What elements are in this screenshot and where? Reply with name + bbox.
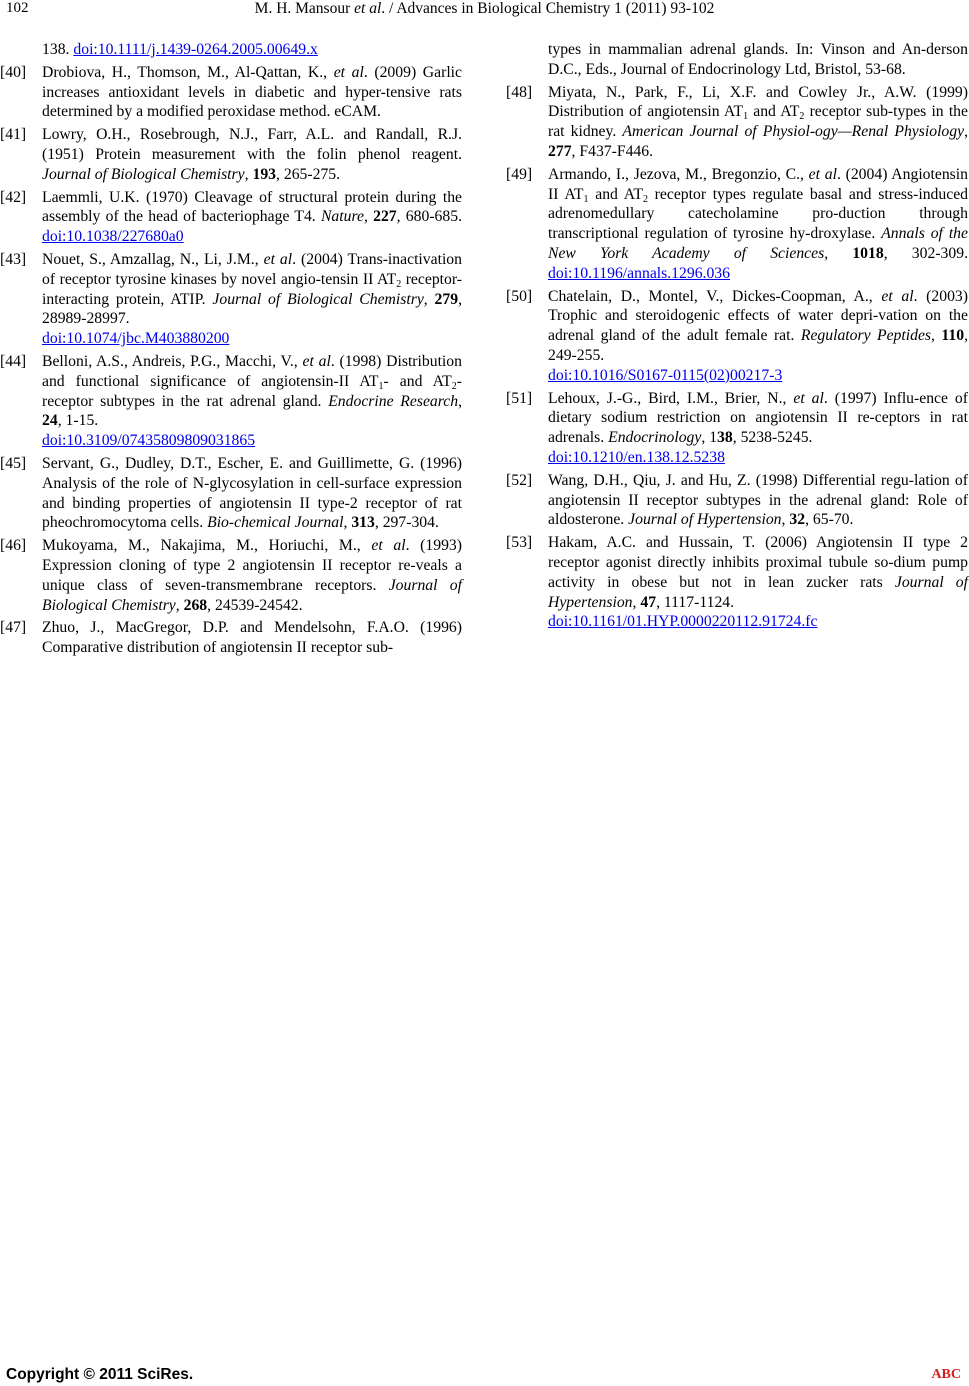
reference-text: and AT [588, 185, 643, 203]
reference-text: 138. [42, 41, 74, 58]
reference-pages: , 1-15. [57, 412, 99, 430]
reference-39-continued [42, 40, 462, 60]
reference-separator: , [423, 290, 435, 308]
reference-journal: Journal of Hypertension [548, 573, 968, 611]
reference-volume: 313 [351, 514, 375, 532]
page-number: 102 [6, 0, 29, 16]
reference-separator: , [931, 327, 942, 345]
reference-volume: 193 [252, 165, 276, 183]
doi-link[interactable]: doi:10.1161/01.HYP.0000220112.91724.fc [548, 613, 818, 631]
reference-text: Miyata, N., Park, F., Li, X.F. and Cowley Jr., A.W. (1999) Distribution of angiotensin AT [548, 83, 968, 121]
running-title-etal: et al [354, 0, 382, 17]
copyright-notice: Copyright © 2011 SciRes. [6, 1366, 194, 1383]
reference-volume: 47 [640, 593, 657, 611]
reference-number: [43] [0, 250, 27, 268]
reference-volume: 279 [434, 290, 459, 308]
reference-text: receptor types regulate basal and stress-induced adrenomedullary catecholamine pro-duction through transcriptional regulation of tyrosine hy-droxylase. [548, 185, 968, 243]
reference-52 [506, 471, 968, 530]
reference-number: [46] [0, 537, 27, 555]
reference-42 [0, 188, 463, 247]
reference-text: - and AT [383, 372, 452, 390]
reference-separator: , [632, 593, 641, 611]
doi-link[interactable]: doi:10.1038/227680a0 [42, 228, 184, 246]
reference-46 [0, 536, 462, 615]
reference-text: Hakam, A.C. and Hussain, T. (2006) Angiotensin II type 2 receptor agonist directly inhibits proximal tubule so-dium pump activity in obese but not in lean zucker rats [548, 534, 968, 591]
reference-pages: , F437-F446. [571, 142, 654, 160]
reference-pages: , 297-304. [374, 514, 439, 532]
reference-etal: et al [793, 389, 824, 407]
reference-51 [506, 389, 968, 468]
reference-text: receptor-interacting protein, ATIP. [42, 270, 463, 308]
reference-authors: Lehoux, J.-G., Bird, I.M., Brier, N., [548, 389, 794, 407]
reference-pages: , 28989-28997. [42, 290, 462, 328]
reference-pages: , 24539-24542. [207, 596, 303, 614]
reference-40 [0, 63, 462, 122]
reference-text: . (2004) Angiotensin II AT [548, 165, 968, 203]
reference-separator: , 1 [701, 429, 718, 447]
reference-separator: , [781, 511, 790, 529]
reference-41 [0, 125, 462, 184]
reference-journal: Bio-chemical Journal [207, 514, 344, 532]
reference-volume: 268 [183, 596, 208, 614]
reference-etal: et al [263, 250, 293, 268]
reference-number: [50] [506, 287, 533, 305]
reference-text: types in mammalian adrenal glands. In: Vinson and An-derson D.C., Eds., Journal of Endocrinology Ltd, Bristol, 53-68. [548, 41, 968, 78]
reference-text: . (2003) Trophic and steroidogenic effects of water depri-vation on the adrenal gland of the adult female rat. [548, 287, 968, 345]
reference-volume: 277 [548, 142, 572, 160]
reference-number: [52] [506, 471, 533, 489]
reference-journal: Nature [320, 208, 364, 226]
subscript: 2 [396, 278, 402, 290]
reference-separator: , [244, 165, 253, 183]
reference-45 [0, 454, 462, 533]
reference-pages: , 1117-1124. [656, 593, 735, 611]
reference-number: [42] [0, 188, 27, 206]
reference-53 [506, 533, 968, 632]
reference-authors: Chatelain, D., Montel, V., Dickes-Coopman, A., [548, 287, 882, 305]
doi-link[interactable]: doi:10.1016/S0167-0115(02)00217-3 [548, 366, 783, 384]
reference-text: . (1998) Distribution and functional significance of angiotensin-II AT [42, 352, 462, 390]
reference-text: . (2009) Garlic increases antioxidant levels in diabetic and hyper-tensive rats determined by a modified peroxidase method. eCAM. [42, 63, 462, 121]
reference-text: receptor sub-types in the rat kidney. [548, 103, 968, 141]
reference-pages: , 265-275. [276, 165, 341, 183]
reference-etal: et al [808, 165, 837, 183]
reference-50 [506, 287, 968, 386]
reference-number: [49] [506, 165, 533, 183]
page-header [0, 0, 969, 22]
left-column [0, 40, 463, 661]
reference-number: [41] [0, 126, 27, 144]
reference-44 [0, 352, 462, 451]
reference-43 [0, 250, 463, 349]
reference-number: [48] [506, 83, 533, 101]
doi-link[interactable]: doi:10.1196/annals.1296.036 [548, 264, 730, 282]
reference-authors: Belloni, A.S., Andreis, P.G., Macchi, V., [42, 352, 303, 370]
reference-separator: , [964, 123, 968, 141]
reference-48 [506, 83, 968, 162]
reference-pages: , 65-70. [805, 511, 854, 529]
reference-volume: 227 [373, 208, 397, 226]
right-column [506, 40, 968, 635]
reference-47-continued [548, 40, 968, 80]
reference-49 [506, 165, 968, 284]
reference-journal: Annals of the New York Academy of Sciences [548, 225, 968, 262]
reference-text: . (2004) Trans-inactivation of receptor tyrosine kinases by novel angio-tensin II AT [42, 250, 462, 288]
reference-pages: , 5238-5245. [732, 429, 813, 447]
reference-number: [51] [506, 389, 533, 407]
doi-link[interactable]: doi:10.1210/en.138.12.5238 [548, 448, 725, 466]
subscript: 2 [799, 111, 805, 123]
reference-journal: Journal of Biological Chemistry [42, 576, 462, 614]
reference-number: [40] [0, 63, 27, 81]
reference-volume: 32 [789, 511, 806, 529]
running-title [0, 0, 969, 18]
reference-authors: Mukoyama, M., Nakajima, M., Horiuchi, M., [42, 537, 372, 555]
reference-text: Lowry, O.H., Rosebrough, N.J., Farr, A.L. and Randall, R.J. (1951) Protein measurement with the folin phenol reagent. [42, 126, 462, 163]
reference-separator: , [458, 392, 462, 410]
reference-number: [45] [0, 454, 27, 472]
reference-separator: , [363, 208, 374, 226]
doi-link[interactable]: doi:10.1074/jbc.M403880200 [42, 330, 230, 348]
reference-47 [0, 618, 462, 658]
reference-number: [47] [0, 619, 27, 637]
reference-volume: 24 [42, 412, 58, 430]
reference-etal: et al [333, 63, 364, 81]
reference-pages: , 249-255. [548, 327, 968, 364]
reference-pages: , 680-685. [396, 208, 463, 226]
reference-text: and AT [748, 103, 800, 121]
reference-volume: 38 [717, 429, 733, 447]
reference-authors: Drobiova, H., Thomson, M., Al-Qattan, K., [42, 63, 334, 81]
reference-journal: Journal of Hypertension [628, 511, 782, 529]
reference-text: . (1997) Influ-ence of dietary sodium restriction on angiotensin II re-ceptors in rat adrenals. [548, 389, 968, 447]
reference-journal: Journal of Biological Chemistry [42, 165, 245, 183]
reference-number: [53] [506, 534, 533, 552]
reference-pages: , 302-309. [883, 244, 968, 262]
reference-journal: Regulatory Peptides [800, 327, 932, 345]
reference-text: Zhuo, J., MacGregor, D.P. and Mendelsohn, F.A.O. (1996) Comparative distribution of angiotensin II receptor sub- [42, 619, 462, 657]
reference-authors: Armando, I., Jezova, M., Bregonzio, C., [548, 165, 809, 183]
reference-etal: et al [371, 537, 406, 555]
subscript: 2 [642, 193, 648, 205]
reference-journal: Endocrinology [608, 429, 702, 447]
reference-text: Servant, G., Dudley, D.T., Escher, E. and Guillimette, G. (1996) Analysis of the role of N-glycosylation in cell-surface expression and binding properties of angiotensin II type-2 receptor of rat pheochromocytoma cells. [42, 454, 462, 532]
reference-etal: et al [302, 352, 331, 370]
reference-text: -receptor subtypes in the rat adrenal gland. [42, 372, 462, 410]
reference-number: [44] [0, 352, 27, 370]
reference-volume: 110 [941, 327, 965, 345]
journal-logo: ABC [931, 1367, 961, 1382]
subscript: 2 [451, 380, 457, 392]
doi-link[interactable]: doi:10.3109/07435809809031865 [42, 432, 256, 450]
reference-journal: American Journal of Physiol-ogy—Renal Physiology [622, 123, 965, 141]
reference-separator: , [824, 244, 853, 262]
reference-separator: , [343, 514, 352, 532]
reference-volume: 1018 [852, 244, 884, 262]
reference-separator: , [175, 596, 184, 614]
reference-text: . (1993) Expression cloning of type 2 angiotensin II receptor re-veals a unique class of seven-transmembrane receptors. [42, 537, 462, 594]
reference-journal: Journal of Biological Chemistry [212, 290, 424, 308]
running-title-journal: . / Advances in Biological Chemistry 1 (2011) 93-102 [381, 0, 715, 17]
reference-authors: Nouet, S., Amzallag, N., Li, J.M., [42, 250, 264, 268]
reference-text: Laemmli, U.K. (1970) Cleavage of structural protein during the assembly of the head of bacteriophage T4. [42, 188, 462, 226]
reference-etal: et al [881, 287, 914, 305]
reference-text: Wang, D.H., Qiu, J. and Hu, Z. (1998) Differential regu-lation of angiotensin II receptor subtypes in the adrenal gland: Role of aldosterone. [548, 471, 968, 529]
reference-journal: Endocrine Research [328, 392, 459, 410]
subscript: 1 [583, 193, 589, 205]
subscript: 1 [378, 380, 384, 392]
subscript: 1 [743, 111, 749, 123]
doi-link[interactable]: doi:10.1111/j.1439-0264.2005.00649.x [73, 41, 318, 58]
running-title-authors: M. H. Mansour [254, 0, 355, 17]
